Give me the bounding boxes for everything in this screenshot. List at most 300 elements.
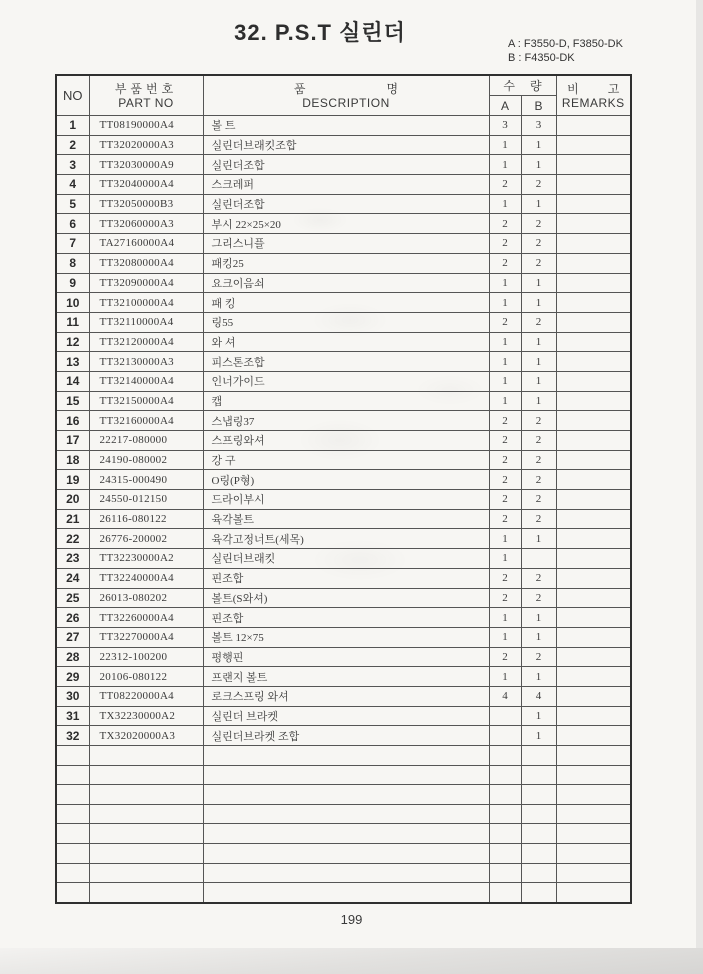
variant-notes	[508, 37, 668, 65]
cell-description: 실린더브래킷	[203, 549, 489, 569]
cell-description: 피스톤조합	[203, 352, 489, 372]
cell-part-no: TT32230000A2	[89, 549, 203, 569]
cell-no: 22	[56, 529, 89, 549]
cell-remarks	[556, 627, 631, 647]
cell-qty-b-empty	[521, 746, 556, 766]
cell-remarks	[556, 175, 631, 195]
cell-part-no-empty	[89, 824, 203, 844]
cell-qty-b: 2	[521, 647, 556, 667]
cell-qty-a: 2	[489, 647, 521, 667]
cell-qty-a-empty	[489, 863, 521, 883]
cell-qty-a: 1	[489, 529, 521, 549]
cell-part-no: TT08190000A4	[89, 116, 203, 136]
table-row	[56, 332, 631, 352]
cell-description-empty	[203, 804, 489, 824]
cell-description: 볼트 12×75	[203, 627, 489, 647]
cell-qty-b-empty	[521, 883, 556, 903]
cell-qty-a: 2	[489, 253, 521, 273]
cell-qty-a	[489, 706, 521, 726]
cell-description: 프랜지 볼트	[203, 667, 489, 687]
cell-remarks-empty	[556, 804, 631, 824]
cell-part-no: TA27160000A4	[89, 234, 203, 254]
header-description-en: DESCRIPTION	[302, 95, 390, 110]
cell-part-no: 24550-012150	[89, 490, 203, 510]
page-title: 32. P.S.T 실린더	[234, 20, 406, 45]
cell-part-no-empty	[89, 883, 203, 903]
cell-qty-b	[521, 549, 556, 569]
cell-qty-a	[489, 726, 521, 746]
cell-description: 패 킹	[203, 293, 489, 313]
cell-qty-a: 2	[489, 450, 521, 470]
cell-part-no-empty	[89, 804, 203, 824]
cell-remarks-empty	[556, 824, 631, 844]
cell-no: 24	[56, 568, 89, 588]
cell-remarks	[556, 549, 631, 569]
cell-no: 6	[56, 214, 89, 234]
cell-part-no: TT32150000A4	[89, 391, 203, 411]
cell-qty-a: 2	[489, 312, 521, 332]
empty-table-row	[56, 804, 631, 824]
cell-no: 11	[56, 312, 89, 332]
cell-no: 13	[56, 352, 89, 372]
cell-qty-b: 1	[521, 706, 556, 726]
header-qty	[489, 75, 556, 96]
cell-qty-a-empty	[489, 824, 521, 844]
scan-edge-bottom	[0, 948, 703, 974]
table-row	[56, 253, 631, 273]
cell-no-empty	[56, 824, 89, 844]
cell-no-empty	[56, 765, 89, 785]
header-description	[203, 75, 489, 116]
cell-qty-a-empty	[489, 746, 521, 766]
cell-qty-a-empty	[489, 765, 521, 785]
cell-remarks	[556, 116, 631, 136]
cell-remarks	[556, 214, 631, 234]
cell-qty-a: 1	[489, 627, 521, 647]
cell-qty-a: 2	[489, 214, 521, 234]
cell-remarks	[556, 706, 631, 726]
cell-no: 10	[56, 293, 89, 313]
cell-part-no: TT32240000A4	[89, 568, 203, 588]
parts-table	[55, 74, 632, 904]
cell-qty-a: 2	[489, 509, 521, 529]
cell-qty-a: 2	[489, 568, 521, 588]
cell-remarks-empty	[556, 863, 631, 883]
cell-description: 와 셔	[203, 332, 489, 352]
cell-qty-a-empty	[489, 883, 521, 903]
cell-qty-b: 2	[521, 312, 556, 332]
cell-no: 16	[56, 411, 89, 431]
cell-qty-b: 1	[521, 194, 556, 214]
cell-remarks	[556, 293, 631, 313]
cell-remarks	[556, 686, 631, 706]
cell-qty-a: 2	[489, 175, 521, 195]
parts-table-header	[56, 75, 631, 116]
header-qty-a: A	[489, 96, 521, 116]
cell-remarks-empty	[556, 765, 631, 785]
cell-remarks	[556, 667, 631, 687]
cell-description: 핀조합	[203, 608, 489, 628]
table-row	[56, 116, 631, 136]
cell-remarks	[556, 273, 631, 293]
cell-part-no-empty	[89, 843, 203, 863]
cell-part-no: TT32090000A4	[89, 273, 203, 293]
cell-qty-a: 2	[489, 490, 521, 510]
table-row	[56, 568, 631, 588]
table-row	[56, 234, 631, 254]
cell-remarks	[556, 647, 631, 667]
cell-qty-b: 1	[521, 352, 556, 372]
cell-description: 스냅링37	[203, 411, 489, 431]
cell-remarks	[556, 371, 631, 391]
cell-qty-b: 2	[521, 588, 556, 608]
cell-qty-b-empty	[521, 765, 556, 785]
cell-description: 평행핀	[203, 647, 489, 667]
cell-no: 26	[56, 608, 89, 628]
table-row	[56, 588, 631, 608]
cell-no: 9	[56, 273, 89, 293]
cell-no: 12	[56, 332, 89, 352]
cell-qty-b: 1	[521, 332, 556, 352]
cell-part-no: TT32120000A4	[89, 332, 203, 352]
cell-no: 20	[56, 490, 89, 510]
cell-qty-b: 2	[521, 234, 556, 254]
cell-no-empty	[56, 804, 89, 824]
cell-remarks	[556, 726, 631, 746]
cell-qty-a: 2	[489, 470, 521, 490]
table-row	[56, 175, 631, 195]
cell-qty-b: 2	[521, 411, 556, 431]
table-row	[56, 706, 631, 726]
cell-description-empty	[203, 785, 489, 805]
cell-qty-b-empty	[521, 863, 556, 883]
cell-qty-a: 2	[489, 234, 521, 254]
table-row	[56, 647, 631, 667]
table-row	[56, 293, 631, 313]
cell-remarks	[556, 332, 631, 352]
cell-remarks	[556, 352, 631, 372]
cell-qty-a: 1	[489, 293, 521, 313]
cell-no: 31	[56, 706, 89, 726]
header-qty-b: B	[521, 96, 556, 116]
cell-remarks	[556, 509, 631, 529]
cell-qty-a: 1	[489, 332, 521, 352]
cell-qty-b: 1	[521, 371, 556, 391]
cell-description: 부시 22×25×20	[203, 214, 489, 234]
table-row	[56, 273, 631, 293]
cell-no: 14	[56, 371, 89, 391]
cell-description: 스프링와셔	[203, 431, 489, 451]
cell-description: 인너가이드	[203, 371, 489, 391]
cell-no: 15	[56, 391, 89, 411]
parts-table-body	[56, 116, 631, 903]
cell-description: 스크레퍼	[203, 175, 489, 195]
header-no: NO	[56, 75, 89, 116]
cell-remarks-empty	[556, 746, 631, 766]
cell-part-no: 24190-080002	[89, 450, 203, 470]
table-row	[56, 431, 631, 451]
table-row	[56, 352, 631, 372]
cell-remarks-empty	[556, 843, 631, 863]
cell-remarks	[556, 588, 631, 608]
table-row	[56, 509, 631, 529]
cell-part-no: 26776-200002	[89, 529, 203, 549]
cell-no-empty	[56, 785, 89, 805]
table-row	[56, 391, 631, 411]
table-row	[56, 155, 631, 175]
cell-description: 볼트(S와셔)	[203, 588, 489, 608]
variant-note-a: A : F3550-D, F3850-DK	[508, 38, 623, 50]
cell-part-no: TT32110000A4	[89, 312, 203, 332]
cell-qty-b: 1	[521, 529, 556, 549]
cell-description: 실린더브라켓 조합	[203, 726, 489, 746]
cell-qty-a-empty	[489, 785, 521, 805]
cell-part-no: TT32080000A4	[89, 253, 203, 273]
empty-table-row	[56, 785, 631, 805]
cell-description: 패킹25	[203, 253, 489, 273]
cell-part-no: 20106-080122	[89, 667, 203, 687]
cell-no: 18	[56, 450, 89, 470]
cell-remarks	[556, 234, 631, 254]
cell-qty-b: 1	[521, 608, 556, 628]
cell-description: 실린더조합	[203, 194, 489, 214]
table-row	[56, 608, 631, 628]
cell-qty-a: 1	[489, 371, 521, 391]
cell-remarks	[556, 253, 631, 273]
cell-remarks-empty	[556, 785, 631, 805]
cell-description: 실린더브래킷조합	[203, 135, 489, 155]
cell-remarks	[556, 312, 631, 332]
cell-part-no: TT32270000A4	[89, 627, 203, 647]
table-row	[56, 470, 631, 490]
cell-no: 23	[56, 549, 89, 569]
table-row	[56, 135, 631, 155]
header-qty-ko: 수 량	[503, 78, 542, 93]
cell-part-no: TT32140000A4	[89, 371, 203, 391]
cell-description: 캡	[203, 391, 489, 411]
cell-remarks	[556, 194, 631, 214]
cell-qty-a: 1	[489, 391, 521, 411]
table-row	[56, 686, 631, 706]
cell-part-no: 26116-080122	[89, 509, 203, 529]
cell-no: 29	[56, 667, 89, 687]
cell-qty-b: 2	[521, 490, 556, 510]
cell-part-no: 22217-080000	[89, 431, 203, 451]
cell-remarks	[556, 431, 631, 451]
cell-no: 28	[56, 647, 89, 667]
table-row	[56, 627, 631, 647]
cell-qty-a: 2	[489, 588, 521, 608]
cell-description: 요크이음쇠	[203, 273, 489, 293]
cell-description-empty	[203, 765, 489, 785]
header-remarks	[556, 75, 631, 116]
cell-qty-a: 2	[489, 411, 521, 431]
cell-description: 실린더 브라켓	[203, 706, 489, 726]
cell-part-no: TT32060000A3	[89, 214, 203, 234]
cell-part-no: TT32260000A4	[89, 608, 203, 628]
parts-list	[55, 74, 632, 904]
cell-no: 30	[56, 686, 89, 706]
cell-remarks	[556, 470, 631, 490]
cell-qty-b-empty	[521, 785, 556, 805]
cell-remarks	[556, 450, 631, 470]
cell-description-empty	[203, 843, 489, 863]
empty-table-row	[56, 843, 631, 863]
cell-remarks	[556, 155, 631, 175]
cell-qty-b: 1	[521, 273, 556, 293]
page-number: 199	[340, 912, 363, 927]
cell-description: 그리스니플	[203, 234, 489, 254]
cell-no: 8	[56, 253, 89, 273]
cell-qty-b: 2	[521, 450, 556, 470]
cell-no-empty	[56, 883, 89, 903]
cell-qty-b: 2	[521, 470, 556, 490]
cell-no: 25	[56, 588, 89, 608]
cell-qty-b-empty	[521, 824, 556, 844]
cell-qty-a: 1	[489, 667, 521, 687]
cell-description: 육각볼트	[203, 509, 489, 529]
cell-no-empty	[56, 746, 89, 766]
cell-no: 3	[56, 155, 89, 175]
variant-note-b: B : F4350-DK	[508, 52, 575, 64]
cell-qty-a: 1	[489, 549, 521, 569]
cell-qty-b: 1	[521, 135, 556, 155]
header-part-no	[89, 75, 203, 116]
empty-table-row	[56, 883, 631, 903]
cell-qty-b: 2	[521, 253, 556, 273]
cell-qty-b: 1	[521, 155, 556, 175]
cell-remarks	[556, 568, 631, 588]
header-description-ko: 품 명	[293, 81, 399, 96]
cell-qty-b: 1	[521, 293, 556, 313]
table-row	[56, 490, 631, 510]
cell-qty-a-empty	[489, 843, 521, 863]
cell-part-no: TT32030000A9	[89, 155, 203, 175]
cell-qty-a: 1	[489, 194, 521, 214]
cell-remarks	[556, 529, 631, 549]
empty-table-row	[56, 863, 631, 883]
cell-remarks	[556, 490, 631, 510]
cell-remarks	[556, 391, 631, 411]
cell-qty-b: 1	[521, 627, 556, 647]
table-row	[56, 214, 631, 234]
cell-no-empty	[56, 843, 89, 863]
cell-part-no: TT32040000A4	[89, 175, 203, 195]
cell-part-no: TT32050000B3	[89, 194, 203, 214]
cell-no: 32	[56, 726, 89, 746]
header-part-no-en: PART NO	[118, 95, 174, 110]
cell-part-no-empty	[89, 863, 203, 883]
cell-remarks-empty	[556, 883, 631, 903]
cell-no: 21	[56, 509, 89, 529]
cell-qty-a: 1	[489, 352, 521, 372]
table-row	[56, 450, 631, 470]
cell-description: 볼 트	[203, 116, 489, 136]
cell-no: 19	[56, 470, 89, 490]
scan-edge-right	[696, 0, 703, 974]
cell-qty-b: 1	[521, 726, 556, 746]
table-row	[56, 312, 631, 332]
cell-qty-a: 2	[489, 431, 521, 451]
cell-description-empty	[203, 883, 489, 903]
cell-qty-a: 4	[489, 686, 521, 706]
cell-qty-a: 1	[489, 608, 521, 628]
cell-qty-b: 2	[521, 431, 556, 451]
header-remarks-ko: 비 고	[567, 81, 620, 96]
cell-qty-a: 1	[489, 155, 521, 175]
cell-remarks	[556, 608, 631, 628]
cell-part-no-empty	[89, 785, 203, 805]
cell-qty-b: 2	[521, 568, 556, 588]
cell-qty-b: 4	[521, 686, 556, 706]
cell-part-no: 22312-100200	[89, 647, 203, 667]
header-part-no-ko: 부품번호	[114, 81, 178, 96]
cell-description: 실린더조합	[203, 155, 489, 175]
cell-part-no: TT32100000A4	[89, 293, 203, 313]
header-remarks-en: REMARKS	[561, 95, 625, 110]
cell-description-empty	[203, 863, 489, 883]
empty-table-row	[56, 765, 631, 785]
empty-table-row	[56, 824, 631, 844]
cell-description: 육각고정너트(세목)	[203, 529, 489, 549]
cell-no: 4	[56, 175, 89, 195]
cell-remarks	[556, 135, 631, 155]
cell-qty-b: 2	[521, 175, 556, 195]
cell-description-empty	[203, 746, 489, 766]
cell-qty-a: 1	[489, 273, 521, 293]
cell-description: 링55	[203, 312, 489, 332]
cell-qty-b: 2	[521, 509, 556, 529]
cell-description: 드라이부시	[203, 490, 489, 510]
table-row	[56, 726, 631, 746]
cell-no: 5	[56, 194, 89, 214]
table-row	[56, 411, 631, 431]
empty-table-row	[56, 746, 631, 766]
cell-part-no: TT32130000A3	[89, 352, 203, 372]
cell-qty-b: 3	[521, 116, 556, 136]
cell-qty-a: 3	[489, 116, 521, 136]
cell-description: 로크스프링 와셔	[203, 686, 489, 706]
cell-description-empty	[203, 824, 489, 844]
table-row	[56, 549, 631, 569]
cell-no: 27	[56, 627, 89, 647]
table-row	[56, 529, 631, 549]
cell-qty-b: 1	[521, 391, 556, 411]
table-row	[56, 667, 631, 687]
table-row	[56, 194, 631, 214]
cell-description: 강 구	[203, 450, 489, 470]
cell-part-no-empty	[89, 765, 203, 785]
cell-qty-b-empty	[521, 804, 556, 824]
cell-qty-b-empty	[521, 843, 556, 863]
table-row	[56, 371, 631, 391]
cell-remarks	[556, 411, 631, 431]
cell-no: 1	[56, 116, 89, 136]
cell-part-no: 24315-000490	[89, 470, 203, 490]
cell-part-no: 26013-080202	[89, 588, 203, 608]
cell-no-empty	[56, 863, 89, 883]
cell-part-no: TT08220000A4	[89, 686, 203, 706]
cell-qty-a-empty	[489, 804, 521, 824]
cell-no: 17	[56, 431, 89, 451]
cell-description: O링(P형)	[203, 470, 489, 490]
cell-part-no: TX32020000A3	[89, 726, 203, 746]
cell-no: 7	[56, 234, 89, 254]
cell-qty-b: 2	[521, 214, 556, 234]
cell-part-no-empty	[89, 746, 203, 766]
cell-part-no: TT32020000A3	[89, 135, 203, 155]
cell-description: 핀조합	[203, 568, 489, 588]
